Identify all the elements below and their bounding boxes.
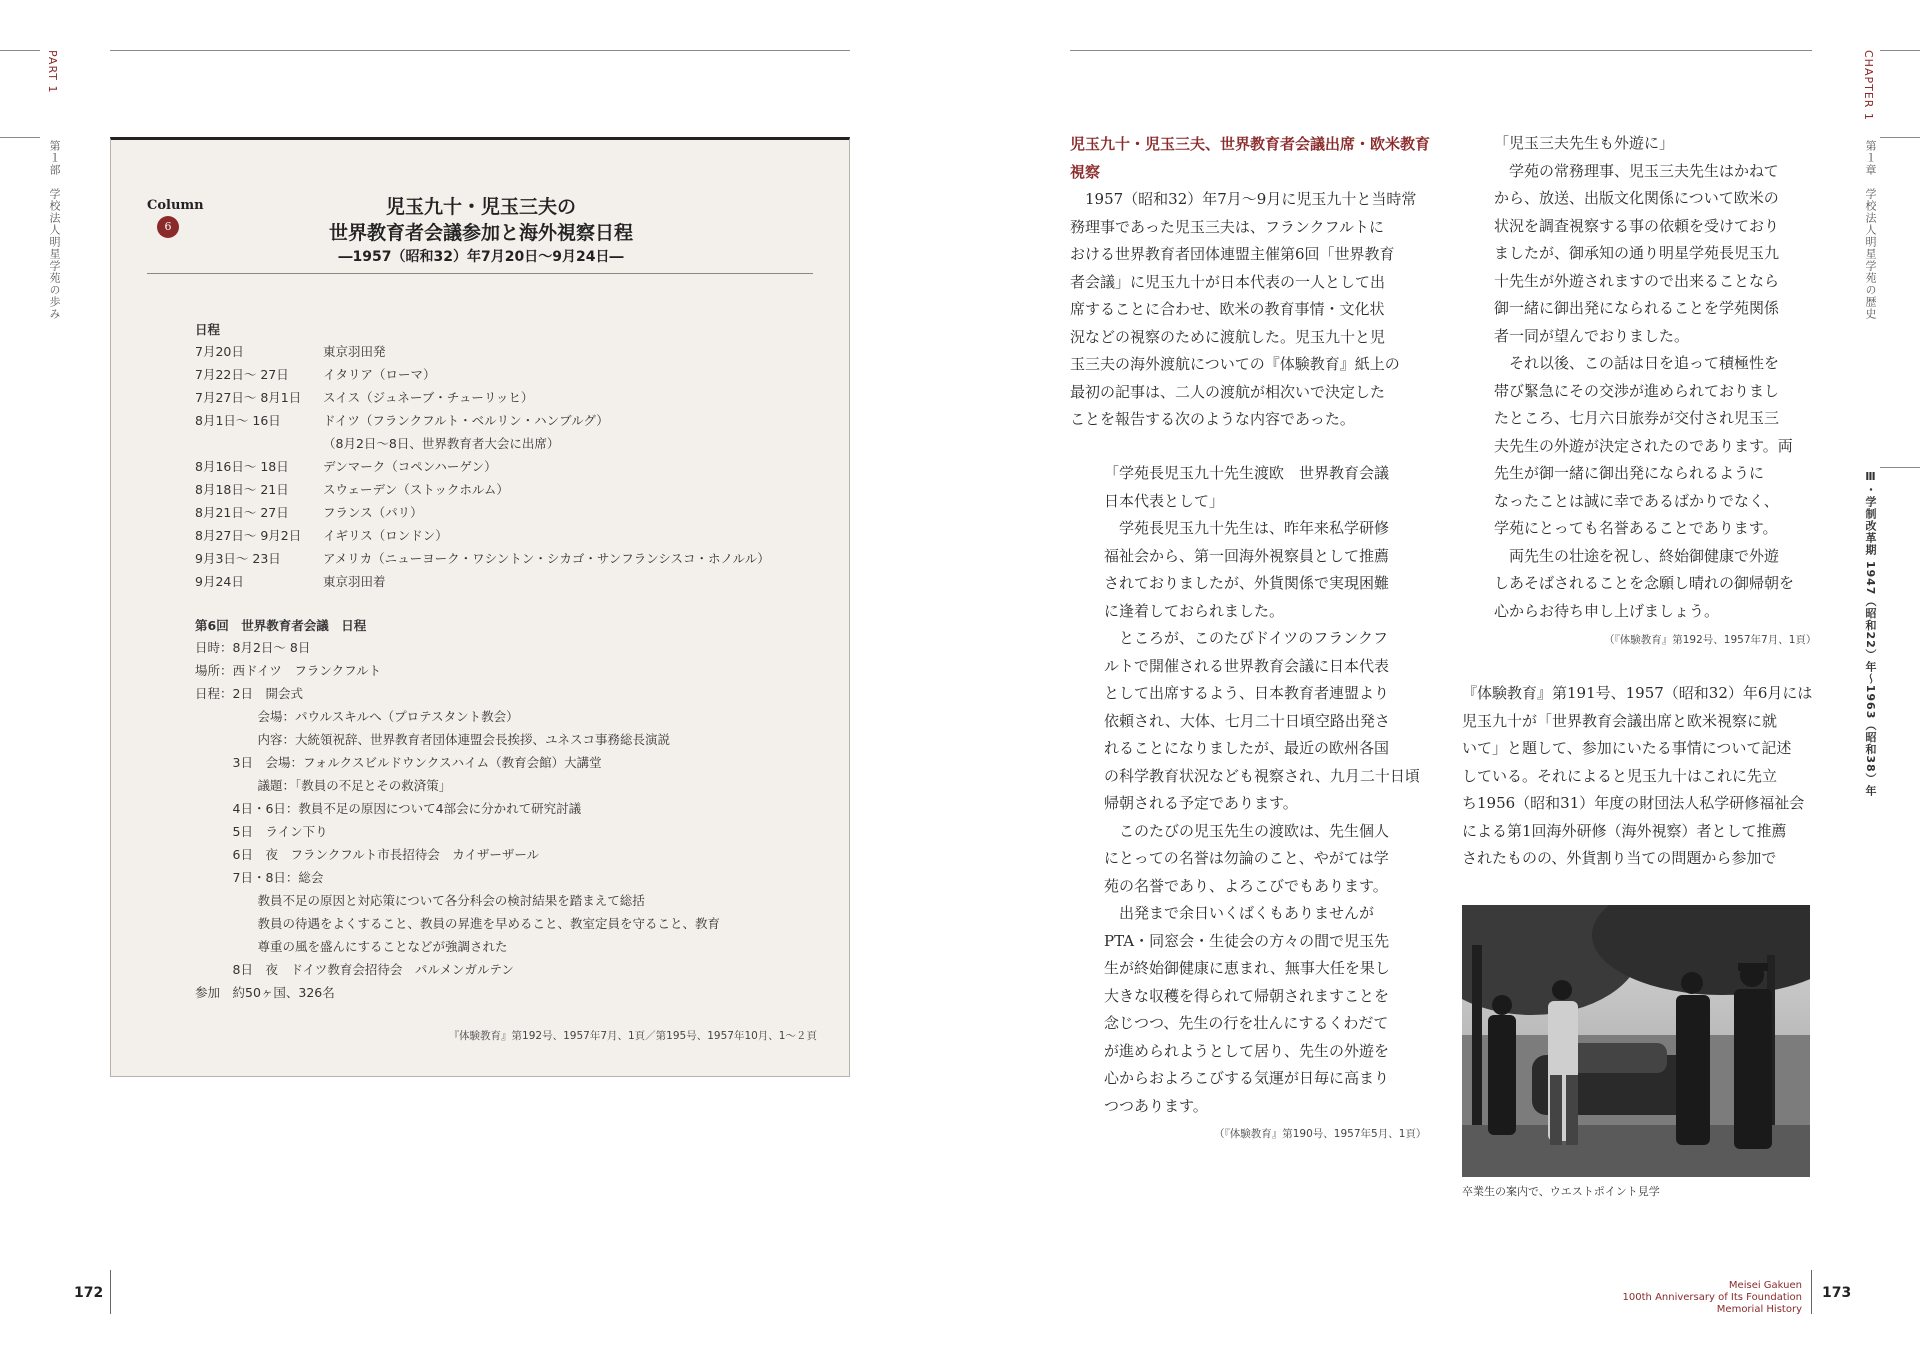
- text-line: 『体験教育』第191号、1957（昭和32）年6月には: [1462, 684, 1813, 702]
- schedule-place: 東京羽田発: [323, 344, 386, 359]
- text-line: 学苑の常務理事、児玉三夫先生はかねて: [1494, 161, 1779, 180]
- text-line: 十先生が外遊されますので出来ることなら: [1494, 271, 1780, 290]
- text-line: ち1956（昭和31）年度の財団法人私学研修福祉会: [1462, 794, 1805, 812]
- text-line: ところが、このたびドイツのフランクフ: [1104, 629, 1388, 647]
- schedule-place: スイス（ジュネーブ・チューリッヒ）: [323, 390, 534, 405]
- quote1-source: （『体験教育』第190号、1957年5月、1頁）: [1214, 1128, 1427, 1140]
- text-line: として出席するよう、日本教育者連盟より: [1104, 684, 1390, 702]
- text-line: 夫先生の外遊が決定されたのであります。両: [1494, 436, 1793, 455]
- conference-heading: 第6回 世界教育者会議 日程: [195, 618, 367, 633]
- text-line: している。それによると児玉九十はこれに先立: [1462, 766, 1778, 785]
- column-title-line1: 児玉九十・児玉三夫の: [385, 196, 576, 218]
- page-number-left: 172: [74, 1285, 104, 1301]
- text-line: 大きな収穫を得られて帰朝されますことを: [1104, 986, 1390, 1005]
- text-line: 学苑長児玉九十先生は、昨年来私学研修: [1104, 519, 1390, 537]
- conference-line: 場所：西ドイツ フランクフルト: [195, 663, 382, 678]
- text-line: つつあります。: [1104, 1096, 1208, 1115]
- right-edge-rule: [1880, 50, 1920, 51]
- schedule-date: 9月3日～ 23日: [195, 551, 281, 566]
- chapter-tab: CHAPTER 1: [1862, 50, 1875, 121]
- schedule-date: 7月27日～ 8月1日: [195, 390, 302, 405]
- section-heading-line2: 視察: [1070, 163, 1101, 181]
- text-line: 「児玉三夫先生も外遊に」: [1494, 134, 1675, 152]
- text-line: 帰朝される予定であります。: [1104, 794, 1298, 812]
- body-text-right: [1462, 680, 1812, 873]
- conference-line: 日時：8月2日～ 8日: [195, 640, 311, 655]
- schedule-place: イタリア（ローマ）: [323, 367, 436, 382]
- text-line: 席することに合わせ、欧米の教育事情・文化状: [1070, 300, 1385, 318]
- schedule-date: 7月22日～ 27日: [195, 367, 289, 382]
- schedule-date: 8月1日～ 16日: [195, 413, 281, 428]
- text-line: 依頼され、大体、七月二十日頃空路出発さ: [1104, 711, 1390, 730]
- westpoint-photo: [1462, 905, 1810, 1177]
- text-line: 況などの視察のために渡航した。児玉九十と児: [1070, 327, 1386, 346]
- conference-line: 会場：パウルスキルへ（プロテスタント教会）: [195, 709, 519, 724]
- section-heading-line1: 児玉九十・児玉三夫、世界教育者会議出席・欧米教育: [1070, 135, 1431, 153]
- text-line: PTA・同窓会・生徒会の方々の間で児玉先: [1104, 931, 1390, 950]
- text-line: それ以後、この話は日を追って積極性を: [1494, 354, 1780, 372]
- text-line: 玉三夫の海外渡航についての『体験教育』紙上の: [1070, 355, 1400, 373]
- conference-line: 教員の待遇をよくすること、教員の昇進を早めること、教室定員を守ること、教育: [195, 916, 721, 931]
- text-line: おける世界教育者団体連盟主催第6回「世界教育: [1070, 245, 1395, 263]
- text-line: 最初の記事は、二人の渡航が相次いで決定した: [1070, 382, 1386, 401]
- conference-line: 内容：大統領祝辞、世界教育者団体連盟会長挨拶、ユネスコ事務総長演説: [195, 732, 671, 747]
- text-line: の科学教育状況なども視察され、九月二十日頃: [1104, 766, 1420, 785]
- text-line: 心からおよろこびする気運が日毎に高まり: [1104, 1069, 1390, 1087]
- conference-line: 日程：2日 開会式: [195, 686, 303, 701]
- text-line: れることになりましたが、最近の欧州各国: [1104, 739, 1390, 757]
- schedule-place: アメリカ（ニューヨーク・ワシントン・シカゴ・サンフランシスコ・ホノルル）: [323, 551, 770, 566]
- column-number-badge: 6: [157, 216, 179, 238]
- left-edge-rule: [0, 50, 40, 51]
- conference-line: 尊重の風を盛んにすることなどが強調された: [195, 939, 508, 954]
- column-label: Column: [147, 198, 204, 213]
- body-text-left: [1070, 186, 1416, 434]
- text-line: に逢着しておられました。: [1104, 601, 1285, 620]
- conference-line: 参加 約50ヶ国、326名: [195, 985, 335, 1000]
- schedule-date: 8月18日～ 21日: [195, 482, 289, 497]
- column-title-rule: [147, 273, 813, 274]
- schedule-date: 9月24日: [195, 574, 244, 589]
- conference-line: 5日 ライン下り: [195, 824, 328, 839]
- page-number-right: 173: [1822, 1285, 1852, 1301]
- text-line: による第1回海外研修（海外視察）者として推薦: [1462, 821, 1787, 840]
- text-line: いて」と題して、参加にいたる事情について記述: [1462, 739, 1792, 757]
- schedule-date: 8月27日～ 9月2日: [195, 528, 302, 543]
- part-section-tab: 第１部 学校法人明星学苑の歩み: [48, 140, 61, 320]
- text-line: ルトで開催される世界教育会議に日本代表: [1104, 656, 1390, 675]
- schedule-place: ドイツ（フランクフルト・ベルリン・ハンブルグ）: [323, 413, 609, 428]
- conference-line: 教員不足の原因と対応策について各分科会の検討結果を踏まえて総括: [195, 893, 645, 908]
- text-line: たところ、七月六日旅券が交付され児玉三: [1494, 409, 1780, 427]
- conference-line: 6日 夜 フランクフルト市長招待会 カイザーザール: [195, 847, 540, 862]
- text-line: 両先生の壮途を祝し、終始御健康で外遊: [1494, 546, 1780, 565]
- westpoint-photo-image: [1462, 905, 1810, 1177]
- book-line2: 100th Anniversary of Its Foundation: [1622, 1292, 1802, 1303]
- book-line3: Memorial History: [1716, 1304, 1802, 1315]
- schedule-place: イギリス（ロンドン）: [323, 528, 448, 543]
- schedule-place: フランス（パリ）: [323, 505, 423, 520]
- text-line: 苑の名誉であり、よろこびでもあります。: [1104, 876, 1388, 895]
- schedule-place: スウェーデン（ストックホルム）: [323, 482, 509, 497]
- page-number-divider-right: [1811, 1270, 1812, 1314]
- text-line: 福祉会から、第一回海外視察員として推薦: [1104, 546, 1390, 565]
- column-box: [110, 137, 850, 1077]
- column-source: 『体験教育』第192号、1957年7月、1頁／第195号、1957年10月、1～２頁: [448, 1030, 817, 1042]
- photo-caption: 卒業生の案内で、ウエストポイント見学: [1462, 1185, 1660, 1198]
- text-line: 出発まで余日いくばくもありませんが: [1104, 904, 1375, 922]
- text-line: 日本代表として」: [1104, 491, 1225, 510]
- conference-line: 7日・8日：総会: [195, 870, 324, 885]
- right-top-rule: [1070, 50, 1812, 51]
- text-line: ことを報告する次のような内容であった。: [1070, 410, 1355, 428]
- text-line: なったことは誠に幸であるばかりでなく、: [1494, 491, 1779, 510]
- conference-line: 3日 会場：フォルクスビルドウンクスハイム（教育会館）大講堂: [195, 755, 602, 770]
- text-line: 者会議」に児玉九十が日本代表の一人として出: [1070, 272, 1386, 291]
- part-tab: PART 1: [46, 50, 59, 94]
- text-line: 児玉九十が「世界教育会議出席と欧米視察に就: [1462, 711, 1778, 730]
- era-tab: Ⅲ・学制改革期 1947（昭和22）年～1963（昭和38）年: [1864, 470, 1877, 797]
- text-line: 帯び緊急にその交渉が進められておりまし: [1494, 381, 1780, 400]
- text-line: 「学苑長児玉九十先生渡欧 世界教育会議: [1104, 464, 1390, 482]
- left-top-rule: [110, 50, 850, 51]
- chapter-section-tab: 第１章 学校法人明星学苑の歴史: [1864, 140, 1877, 320]
- text-line: 状況を調査視察する事の依頼を受けており: [1494, 216, 1780, 235]
- text-line: 御一緒に御出発になられることを学苑関係: [1494, 299, 1780, 317]
- text-line: 心からお待ち申し上げましょう。: [1494, 601, 1720, 620]
- schedule-date: 7月20日: [195, 344, 244, 359]
- schedule-place: デンマーク（コペンハーゲン）: [323, 459, 497, 474]
- column-subtitle: ―1957（昭和32）年7月20日～9月24日―: [338, 249, 624, 265]
- quote-kodama-kuju: [1104, 460, 1420, 1120]
- schedule-place: 東京羽田着: [323, 574, 386, 589]
- quote-kodama-mitsuo: [1494, 130, 1794, 625]
- text-line: 学苑にとっても名誉あることであります。: [1494, 519, 1778, 537]
- column-title-line2: 世界教育者会議参加と海外視察日程: [328, 222, 633, 244]
- conference-line: 8日 夜 ドイツ教育会招待会 パルメンガルテン: [195, 962, 514, 977]
- right-tab-rule: [1880, 137, 1920, 138]
- conference-line: 議題：「教員の不足とその救済策」: [195, 778, 452, 793]
- text-line: このたびの児玉先生の渡欧は、先生個人: [1104, 821, 1390, 840]
- text-line: 務理事であった児玉三夫は、フランクフルトに: [1070, 217, 1384, 236]
- quote2-source: （『体験教育』第192号、1957年7月、1頁）: [1604, 634, 1817, 646]
- text-line: ましたが、御承知の通り明星学苑長児玉九: [1494, 244, 1780, 262]
- text-line: にとっての名誉は勿論のこと、やがては学: [1104, 849, 1389, 867]
- right-tab-rule-2: [1880, 467, 1920, 468]
- left-tab-rule: [0, 137, 40, 138]
- text-line: から、放送、出版文化関係について欧米の: [1494, 189, 1779, 207]
- text-line: 念じつつ、先生の行を壮んにするくわだて: [1104, 1014, 1389, 1032]
- schedule-date: 8月21日～ 27日: [195, 505, 289, 520]
- page-number-divider-left: [110, 1270, 111, 1314]
- text-line: 者一同が望んでおりました。: [1494, 326, 1690, 345]
- book-line1: Meisei Gakuen: [1728, 1280, 1802, 1291]
- text-line: が進められようとして居り、先生の外遊を: [1104, 1041, 1390, 1060]
- schedule-heading: 日程: [195, 322, 221, 337]
- text-line: しあそばされることを念願し晴れの御帰朝を: [1494, 574, 1795, 592]
- text-line: されておりましたが、外貨関係で実現困難: [1104, 574, 1390, 592]
- conference-line: 4日・6日：教員不足の原因について4部会に分かれて研究討議: [195, 801, 582, 816]
- schedule-place: （8月2日～8日、世界教育者大会に出席）: [323, 436, 560, 451]
- text-line: 先生が御一緒に御出発になられるように: [1494, 464, 1765, 482]
- text-line: 生が終始御健康に恵まれ、無事大任を果し: [1104, 959, 1390, 977]
- text-line: されたものの、外貨割り当ての問題から参加で: [1462, 849, 1777, 867]
- text-line: 1957（昭和32）年7月～9月に児玉九十と当時常: [1070, 190, 1417, 208]
- book-title-footer: [1623, 1280, 1802, 1316]
- schedule-date: 8月16日～ 18日: [195, 459, 289, 474]
